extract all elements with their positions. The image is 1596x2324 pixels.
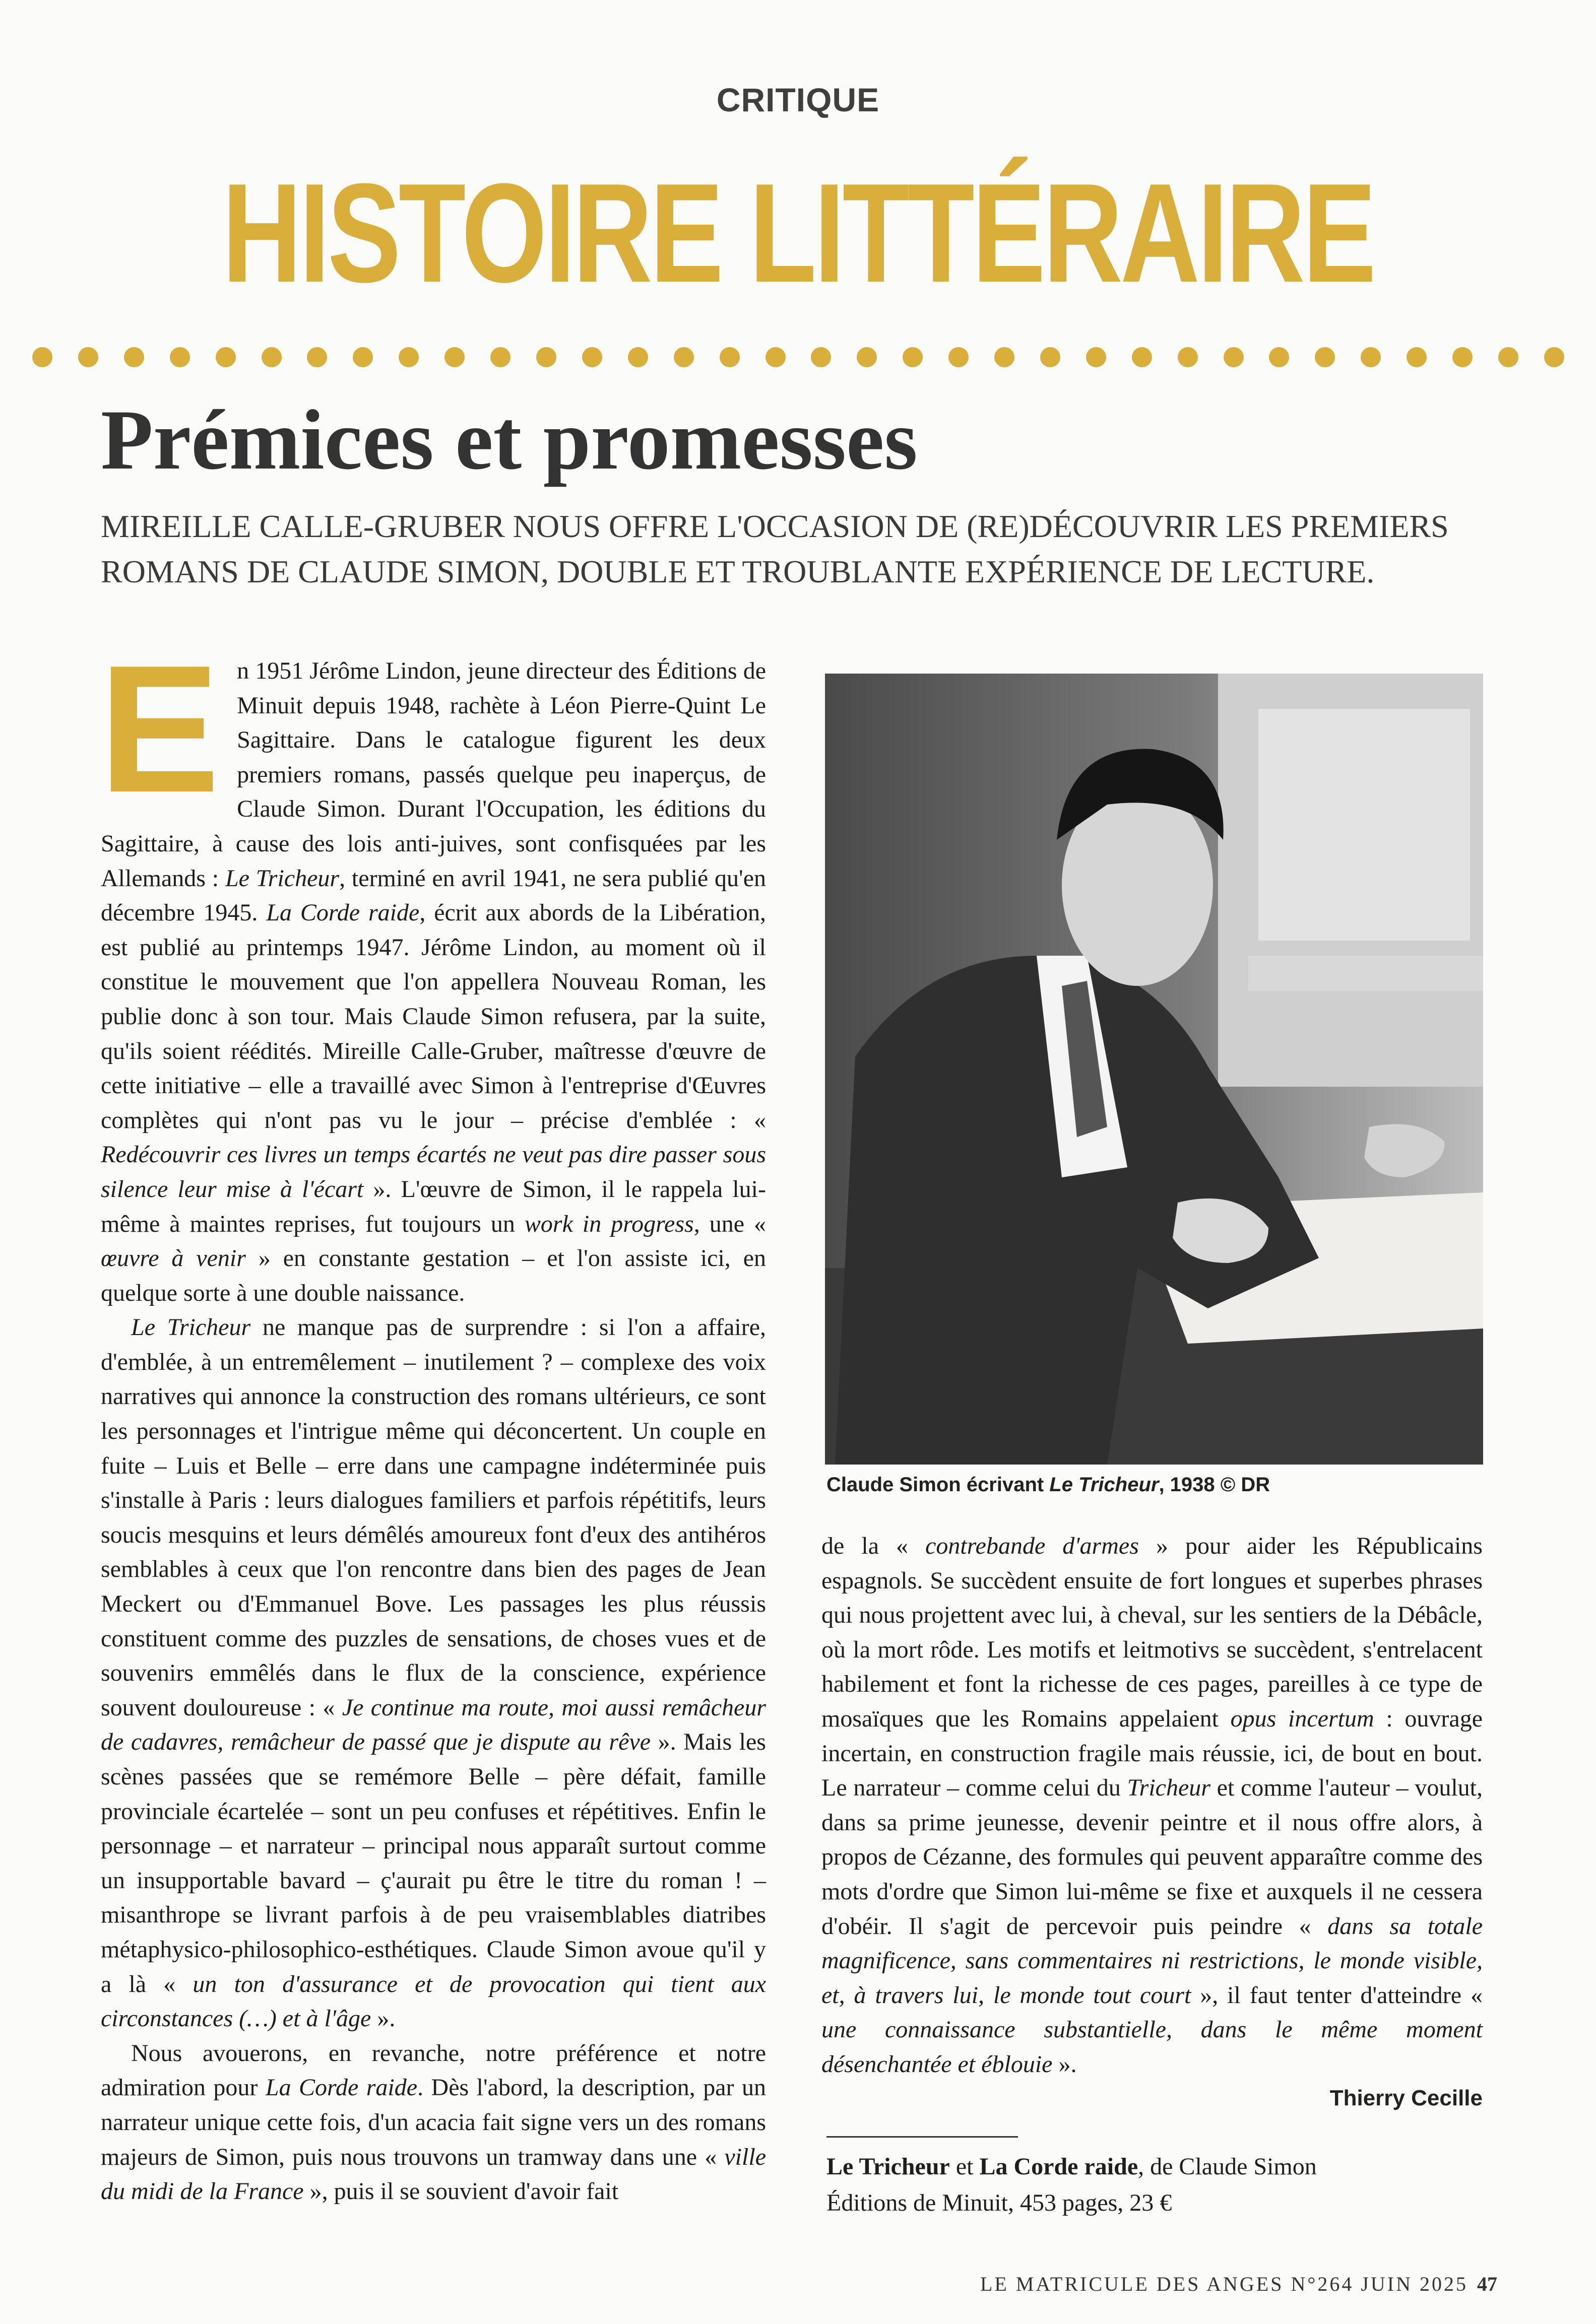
paragraph-1: En 1951 Jérôme Lindon, jeune directeur des Éditions de Minuit depuis 1948, rachète à Léon Pierre-Quint Le Sagittaire. Dans le catalogue figurent les deux premiers romans, passés quelque peu inaperçus, de Claude Simon. Durant l'Occupation, les éditions du Sagittaire, à cause des lois anti-juives, sont confisquées par les Allemands : Le Tricheur, terminé en avril 1941, ne sera publié qu'en décembre 1945. La Corde raide, écrit aux abords de la Libération, est publié au printemps 1947. Jérôme Lindon, au moment où il constitue le mouvement que l'on appellera Nouveau Roman, les publie donc à son tour. Mais Claude Simon refusera, par la suite, qu'ils soient réédités. Mireille Calle-Gruber, maîtresse d'œuvre de cette initiative – elle a travaillé avec Simon à l'entreprise d'Œuvres complètes qui n'ont pas vu le jour – précise d'emblée : « Redécouvrir ces livres un temps écartés ne veut pas dire passer sous silence leur mise à l'écart ». L'œuvre de Simon, il le rappela lui-même à maintes reprises, fut toujours un work in progress, une « œuvre à venir » en constante gestation – et l'on assiste ici, en quelque sorte à une double naissance. <box>99 628 767 1306</box>
book-publisher: Éditions de Minuit, 453 pages, 23 € <box>826 2189 1172 2216</box>
author-signature: Thierry Cecille <box>1329 2086 1483 2110</box>
book-info <box>826 2149 1483 2221</box>
article-body-left <box>99 628 767 2209</box>
photo-caption: Claude Simon écrivant Le Tricheur, 1938 © DR <box>826 1474 1270 1496</box>
section-title: HISTOIRE LITTÉRAIRE <box>222 155 1374 312</box>
article-title: Prémices et promesses <box>101 392 918 487</box>
book-titles: Le Tricheur et La Corde raide, de Claude Simon <box>826 2153 1317 2180</box>
author-photo <box>825 674 1483 1465</box>
book-info-rule <box>826 2136 1018 2138</box>
page-number: 47 <box>1477 2273 1497 2295</box>
article-dek: MIREILLE CALLE-GRUBER NOUS OFFRE L'OCCASION DE (RE)DÉCOUVRIR LES PREMIERS ROMANS DE CLAUDE SIMON, DOUBLE ET TROUBLANTE EXPÉRIENCE DE LECTURE. <box>101 508 1449 589</box>
paragraph-3-continued: de la « contrebande d'armes » pour aider les Républicains espagnols. Se succèdent ensuite de fort longues et superbes phrases qui nous projettent avec lui, à cheval, sur les sentiers de la Débâcle, où la mort rôde. Les motifs et leitmotivs se succèdent, s'entrelacent habilement et font la richesse de ces pages, pareilles à ce type de mosaïques que les Romains appelaient opus incertum : ouvrage incertain, en construction fragile mais réussie, ici, de bout en bout. Le narrateur – comme celui du Tricheur et comme l'auteur – voulut, dans sa prime jeunesse, devenir peintre et il nous offre alors, à propos de Cézanne, des formules qui peuvent apparaître comme des mots d'ordre que Simon lui-même se fixe et auxquels il ne cessera d'obéir. Il s'agit de percevoir puis peindre « dans sa totale magnificence, sans commentaires ni restrictions, le monde visible, et, à travers lui, le monde tout court », il faut tenter d'atteindre « une connaissance substantielle, dans le même moment désenchantée et éblouie ». <box>821 1533 1483 2078</box>
drop-cap: E <box>99 628 220 830</box>
magazine-issue: LE MATRICULE DES ANGES N°264 JUIN 2025 <box>980 2273 1468 2295</box>
page-footer <box>980 2272 1497 2296</box>
section-kicker: CRITIQUE <box>716 81 880 118</box>
paragraph-3: Nous avouerons, en revanche, notre préférence et notre admiration pour La Corde raide. Dès l'abord, la description, par un narrateur unique cette fois, d'un acacia fait signe vers un des romans majeurs de Simon, puis nous trouvons un tramway dans une « ville du midi de la France », puis il se souvient d'avoir fait <box>101 2039 767 2205</box>
dotted-divider <box>32 347 1564 368</box>
paragraph-2: Le Tricheur ne manque pas de surprendre : si l'on a affaire, d'emblée, à un entremêlement – inutilement ? – complexe des voix narratives qui annonce la construction des romans ultérieurs, ce sont les personnages et l'intrigue même qui déconcertent. Un couple en fuite – Luis et Belle – erre dans une campagne indéterminée puis s'installe à Paris : leurs dialogues familiers et parfois répétitifs, leurs soucis mesquins et leurs démêlés amoureux font d'eux des antihéros semblables à ceux que l'on rencontre dans bien des pages de Jean Meckert ou d'Emmanuel Bove. Les passages les plus réussis constituent comme des puzzles de sensations, de choses vues et de souvenirs emmêlés dans le flux de la conscience, expérience souvent douloureuse : « Je continue ma route, moi aussi remâcheur de cadavres, remâcheur de passé que je dispute au rêve ». Mais les scènes passées que se remémore Belle – père défait, famille provinciale écartelée – sont un peu confuses et répétitives. Enfin le personnage – et narrateur – principal nous apparaît surtout comme un insupportable bavard – ç'aurait pu être le titre du roman ! – misanthrope se livrant parfois à de peu vraisemblables diatribes métaphysico-philosophico-esthétiques. Claude Simon avoue qu'il y a là « un ton d'assurance et de provocation qui tient aux circonstances (…) et à l'âge ». <box>101 1314 766 2032</box>
article-body-right <box>821 1529 1483 2082</box>
